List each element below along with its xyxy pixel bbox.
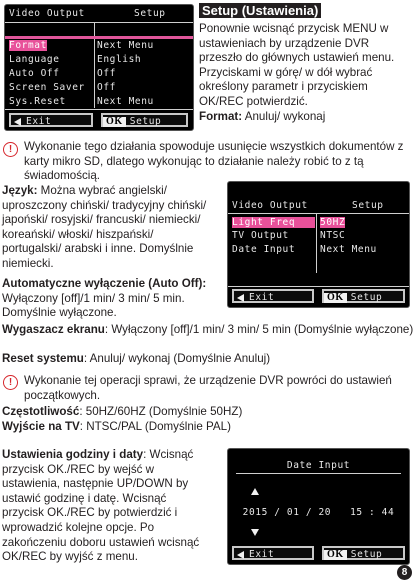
tab-setup[interactable]: Setup (134, 8, 166, 19)
menu-item-language[interactable]: Language (9, 54, 60, 65)
menu-value-light-freq: 50HZ (320, 217, 346, 228)
divider (316, 213, 317, 273)
setup-description: Ponownie wcisnąć przycisk MENU w ustawieniach by urządzenie DVR przeszło do głównych ustawień menu. Przyciskami w górę/ w dół wybrać określony parametr i przyciskiem OK/REC potwierdzić. (199, 22, 395, 108)
video-output-menu-screen (227, 181, 410, 308)
exit-button[interactable] (9, 113, 93, 127)
screensaver-option (2, 323, 414, 338)
tab-setup[interactable]: Setup (352, 200, 384, 211)
auto-off-label: Automatyczne wyłączenie (Auto Off): (2, 277, 207, 290)
language-text: Można wybrać angielski/ uproszczony chiński/ tradycyjny chiński/ japoński/ rosyjski/ francuski/ niemiecki/ koreański/ włoski/ hiszpański/ portugalski/ arabski i inne. Domyślnie niemiecki. (2, 184, 207, 270)
divider (236, 473, 401, 474)
arrow-left-icon (237, 551, 244, 559)
reset-text: : Anuluj/ wykonaj (Domyślnie Anuluj) (83, 352, 271, 365)
menu-item-auto-off[interactable]: Auto Off (9, 68, 60, 79)
menu-value-format: Next Menu (97, 40, 154, 51)
exit-label: Exit (249, 549, 275, 560)
tv-out-label: Wyjście na TV (2, 420, 80, 433)
screensaver-label: Wygaszacz ekranu (2, 323, 105, 336)
auto-off-text: Wyłączony [off]/1 min/ 3 min/ 5 min. Domyślnie wyłączone. (2, 291, 185, 320)
screensaver-text: : Wyłączony [off]/1 min/ 3 min/ 5 min (Domyślnie wyłączone) (104, 323, 414, 336)
format-label: Format: (199, 110, 243, 123)
menu-item-date-input[interactable]: Date Input (232, 244, 296, 255)
menu-value-date-input: Next Menu (320, 244, 377, 255)
datetime-value[interactable]: 2015 / 01 / 20 15 : 44 (242, 507, 395, 518)
warning-icon: ! (3, 375, 18, 390)
warning-text: Wykonanie tego działania spowoduje usunięcie wszystkich dokumentów z karty mikro SD, dlatego wykonując to działanie należy robić to z tą świadomością. (24, 140, 404, 183)
warning-icon: ! (3, 142, 18, 157)
divider (5, 22, 193, 23)
arrow-left-icon (237, 294, 244, 302)
exit-button[interactable] (232, 289, 314, 303)
arrow-up-icon[interactable] (251, 488, 259, 495)
menu-value-sys-reset: Next Menu (97, 96, 154, 107)
arrow-left-icon (14, 118, 21, 126)
setup-menu-screen (4, 4, 194, 131)
tv-out-option (2, 420, 414, 435)
arrow-down-icon[interactable] (251, 529, 259, 536)
reset-label: Reset systemu (2, 352, 84, 365)
exit-label: Exit (26, 116, 52, 127)
tab-video-output[interactable]: Video Output (232, 200, 308, 211)
ok-badge: OK (103, 117, 126, 127)
date-input-title: Date Input (286, 460, 351, 471)
ok-setup-button[interactable] (101, 113, 188, 127)
setup-label: Setup (129, 116, 162, 127)
menu-value-auto-off: Off (97, 68, 116, 79)
exit-button[interactable] (232, 546, 314, 560)
reset-option (2, 352, 414, 367)
tv-out-text: : NTSC/PAL (Domyślnie PAL) (79, 420, 231, 433)
divider (228, 286, 409, 287)
auto-off-option (2, 277, 224, 321)
language-option (2, 184, 214, 272)
menu-item-screen-saver[interactable]: Screen Saver (9, 82, 85, 93)
frequency-option (2, 405, 414, 420)
divider (228, 213, 409, 214)
menu-item-tv-output[interactable]: TV Output (232, 230, 289, 241)
menu-value-tv-output: NTSC (320, 230, 346, 241)
setup-label: Setup (350, 549, 383, 560)
datetime-option (2, 448, 207, 565)
warning-text: Wykonanie tej operacji sprawi, że urządzenie DVR powróci do ustawień początkowych. (24, 374, 392, 402)
setup-label: Setup (350, 292, 383, 303)
tab-video-output[interactable]: Video Output (9, 8, 85, 19)
menu-item-format[interactable]: Format (9, 40, 47, 51)
ok-badge: OK (324, 550, 347, 560)
divider (5, 109, 193, 110)
format-option (199, 110, 413, 125)
divider (94, 22, 95, 108)
ok-badge: OK (324, 293, 347, 303)
section-title: Setup (Ustawienia) (199, 3, 321, 18)
format-value: Anuluj/ wykonaj (242, 110, 326, 123)
menu-value-language: English (97, 54, 142, 65)
menu-item-sys-reset[interactable]: Sys.Reset (9, 96, 66, 107)
frequency-text: : 50HZ/60HZ (Domyślnie 50HZ) (79, 405, 243, 418)
selection-bar (5, 36, 193, 39)
ok-setup-button[interactable] (322, 289, 405, 303)
menu-item-light-freq[interactable]: Light Freq (232, 217, 315, 228)
date-input-screen (227, 448, 410, 565)
ok-setup-button[interactable] (322, 546, 405, 560)
page-number: 8 (397, 565, 412, 580)
exit-label: Exit (249, 292, 275, 303)
datetime-label: Ustawienia godziny i daty (2, 448, 144, 461)
language-label: Język: (2, 184, 38, 197)
menu-value-screen-saver: Off (97, 82, 116, 93)
frequency-label: Częstotliwość (2, 405, 80, 418)
datetime-text: : Wcisnąć przycisk OK./REC by wejść w ustawienia, następnie UP/DOWN by ustawić godzinę i datę. Wcisnąć przycisk OK./REC by potwierdzić i wprowadzić kolejne opcje. Po zakończeniu doboru ustawień wcisnąć OK/REC by wyjść z menu. (2, 448, 200, 564)
